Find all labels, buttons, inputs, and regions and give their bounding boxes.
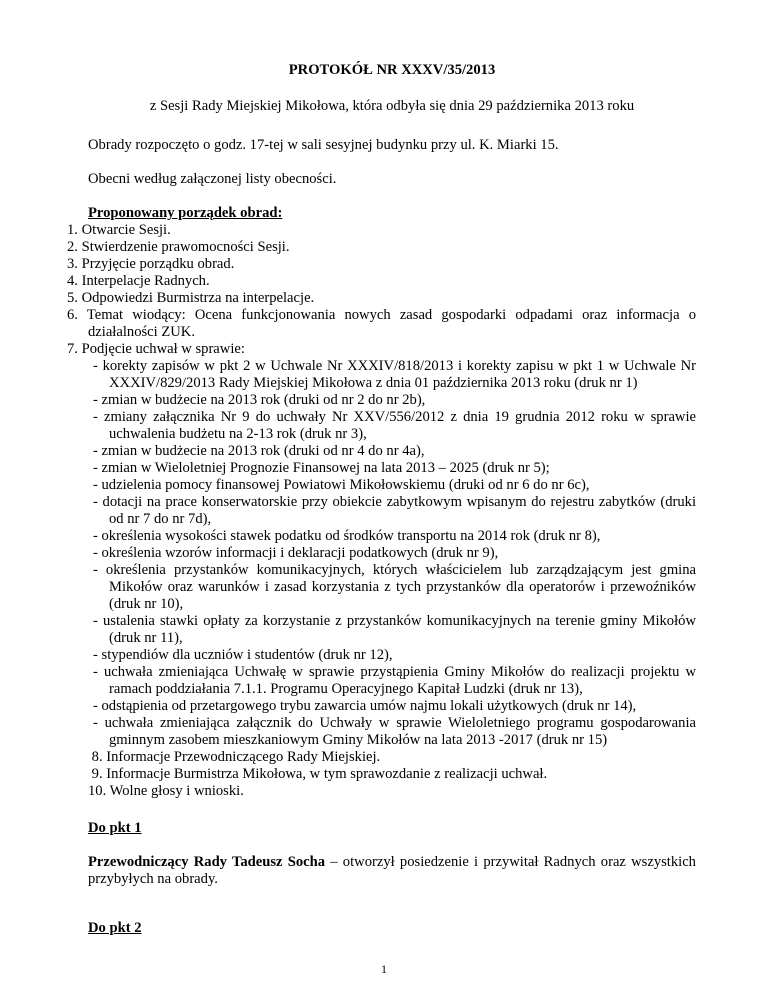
agenda-heading: Proponowany porządek obrad: bbox=[88, 205, 283, 221]
resolution-item: - ustalenia stawki opłaty za korzystanie z przystanków komunikacyjnych na terenie gminy Mikołów (druk nr 11), bbox=[93, 613, 696, 646]
speaker-name: Przewodniczący Rady Tadeusz Socha bbox=[88, 854, 326, 870]
resolution-item: - określenia przystanków komunikacyjnych, których właścicielem lub zarządzającym jest gmina Mikołów oraz warunków i zasad korzystania z tych przystanków dla operatorów i przewoźników (druk nr 10), bbox=[93, 562, 696, 612]
resolution-item: - stypendiów dla uczniów i studentów (druk nr 12), bbox=[93, 647, 393, 663]
document-page bbox=[67, 58, 696, 937]
agenda-item: 6. Temat wiodący: Ocena funkcjonowania nowych zasad gospodarki odpadami oraz informacja o działalności ZUK. bbox=[67, 307, 696, 340]
agenda-tail-list bbox=[88, 749, 696, 800]
agenda-item: 1. Otwarcie Sesji. bbox=[67, 222, 171, 238]
resolution-item: - zmian w Wieloletniej Prognozie Finansowej na lata 2013 – 2025 (druk nr 5); bbox=[93, 460, 550, 476]
section-heading-pkt2: Do pkt 2 bbox=[88, 920, 142, 936]
resolution-item: - udzielenia pomocy finansowej Powiatowi Mikołowskiemu (druki od nr 6 do nr 6c), bbox=[93, 477, 590, 493]
section-heading-pkt1: Do pkt 1 bbox=[88, 820, 142, 836]
agenda-item: 7. Podjęcie uchwał w sprawie: bbox=[67, 341, 245, 357]
opening-text: Obrady rozpoczęto o godz. 17-tej w sali sesyjnej budynku przy ul. K. Miarki 15. bbox=[88, 137, 559, 153]
resolution-item: - określenia wzorów informacji i deklaracji podatkowych (druk nr 9), bbox=[93, 545, 499, 561]
resolutions-list bbox=[88, 358, 696, 749]
attendance-text: Obecni według załączonej listy obecności. bbox=[88, 171, 337, 187]
agenda-item: 9. Informacje Burmistrza Mikołowa, w tym sprawozdanie z realizacji uchwał. bbox=[88, 766, 548, 782]
agenda-item: 2. Stwierdzenie prawomocności Sesji. bbox=[67, 239, 290, 255]
resolution-item: - uchwała zmieniająca załącznik do Uchwały w sprawie Wieloletniego programu gospodarowania gminnym zasobem mieszkaniowym Gminy Mikołów na lata 2013 -2017 (druk nr 15) bbox=[93, 715, 696, 748]
resolution-item: - dotacji na prace konserwatorskie przy obiekcie zabytkowym wpisanym do rejestru zabytków (druki od nr 7 do nr 7d), bbox=[93, 494, 696, 527]
resolution-item: - zmian w budżecie na 2013 rok (druki od nr 4 do nr 4a), bbox=[93, 443, 425, 459]
agenda-item: 8. Informacje Przewodniczącego Rady Miejskiej. bbox=[88, 749, 381, 765]
agenda-item: 3. Przyjęcie porządku obrad. bbox=[67, 256, 235, 272]
resolution-item: - odstąpienia od przetargowego trybu zawarcia umów najmu lokali użytkowych (druk nr 14), bbox=[93, 698, 637, 714]
resolution-item: - zmiany załącznika Nr 9 do uchwały Nr XXV/556/2012 z dnia 19 grudnia 2012 roku w sprawie uchwalenia budżetu na 2-13 rok (druk nr 3), bbox=[93, 409, 696, 442]
document-title: PROTOKÓŁ NR XXXV/35/2013 bbox=[288, 62, 496, 78]
resolution-item: - zmian w budżecie na 2013 rok (druki od nr 2 do nr 2b), bbox=[93, 392, 426, 408]
agenda-list bbox=[67, 222, 696, 358]
document-subtitle: z Sesji Rady Miejskiej Mikołowa, która odbyła się dnia 29 października 2013 roku bbox=[149, 98, 635, 114]
page-number: 1 bbox=[381, 962, 387, 976]
pkt1-text: – otworzył posiedzenie i przywitał Radnych oraz wszystkich przybyłych na obrady. bbox=[88, 854, 696, 887]
agenda-item: 5. Odpowiedzi Burmistrza na interpelacje. bbox=[67, 290, 315, 306]
pkt1-paragraph bbox=[88, 854, 696, 888]
resolution-item: - uchwała zmieniająca Uchwałę w sprawie przystąpienia Gminy Mikołów do realizacji projektu w ramach poddziałania 7.1.1. Programu Operacyjnego Kapitał Ludzki (druk nr 13), bbox=[93, 664, 696, 697]
agenda-item: 4. Interpelacje Radnych. bbox=[67, 273, 210, 289]
agenda-item: 10. Wolne głosy i wnioski. bbox=[88, 783, 244, 799]
resolution-item: - korekty zapisów w pkt 2 w Uchwale Nr XXXIV/818/2013 i korekty zapisu w pkt 1 w Uchwale Nr XXXIV/829/2013 Rady Miejskiej Mikołowa z dnia 01 października 2013 roku (druk nr 1) bbox=[93, 358, 696, 391]
resolution-item: - określenia wysokości stawek podatku od środków transportu na 2014 rok (druk nr 8), bbox=[93, 528, 601, 544]
